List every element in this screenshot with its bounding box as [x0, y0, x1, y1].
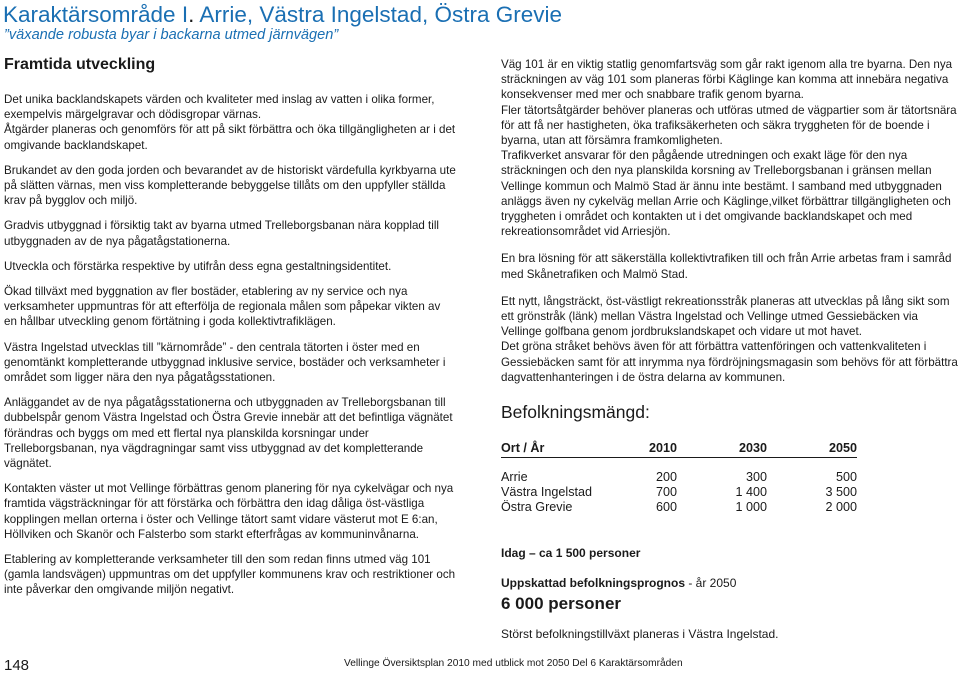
- table-cell: 300: [745, 470, 767, 484]
- paragraph: Fler tätortsåtgärder behöver planeras och utföras utmed de vägpartier som är tätortsnära för att få ner hastigheten, öka trafiksäkerheten och säkra tryggheten för de boende i byarna, utan att försämra framkomligheten.: [501, 103, 957, 148]
- table-cell: Arrie: [501, 470, 528, 484]
- growth-note: Störst befolkningstillväxt planeras i Västra Ingelstad.: [501, 627, 779, 641]
- title-places: Arrie, Västra Ingelstad, Östra Grevie: [194, 2, 562, 27]
- table-header-row: [501, 441, 857, 458]
- table-cell: 1 000: [735, 500, 767, 514]
- paragraph: Västra Ingelstad utvecklas till ”kärnområde” - den centrala tätorten i öster med en genomtänkt kompletterande utbyggnad inklusive service, bostäder och verksamheter i området som ligger nära den nya pågatågsstationen.: [4, 340, 446, 385]
- table-cell: 500: [835, 470, 857, 484]
- table-cell: Västra Ingelstad: [501, 485, 593, 499]
- left-column: [4, 92, 456, 598]
- table-cell: 3 500: [825, 485, 857, 499]
- population-table: [501, 441, 857, 515]
- footer-text: Vellinge Översiktsplan 2010 med utblick mot 2050 Del 6 Karaktärsområden: [344, 658, 683, 669]
- section-heading: Framtida utveckling: [4, 56, 156, 73]
- table-cell: 600: [655, 500, 677, 514]
- table-spacer: [501, 458, 857, 471]
- table-cell: Östra Grevie: [501, 500, 573, 514]
- paragraph: Åtgärder planeras och genomförs för att på sikt förbättra och öka tillgängligheten ar i det omgivande backlandskapet.: [4, 123, 456, 152]
- prognosis-label-text: Uppskattad befolkningsprognos: [501, 576, 686, 590]
- paragraph: Anläggandet av de nya pågatågsstationerna och utbyggnaden av Trelleborgsbanan till dubbelspår genom Västra Ingelstad och Östra Grevie innebär att det befintliga vägnätet förändras och byggs om med ett flertal nya planskilda korsningar under Trelleborgsbanan, nya vägdragningar samt viss utbyggnad av det kompletterande vägnätet.: [4, 396, 453, 471]
- table-row: [501, 485, 857, 500]
- table-cell: 2 000: [825, 500, 857, 514]
- prognosis-year: - år 2050: [685, 576, 737, 590]
- paragraph: Väg 101 är en viktig statlig genomfartsväg som går rakt igenom alla tre byarna. Den nya sträckningen av väg 101 som planeras förbi Käglinge kan komma att innebära negativa konsekvenser med mer och snabbare trafik genom byarna.: [501, 58, 953, 102]
- column-header: 2030: [677, 441, 767, 458]
- column-header: 2010: [621, 441, 677, 458]
- page-number: 148: [4, 657, 30, 674]
- table-row: [501, 470, 857, 485]
- table-cell: 1 400: [735, 485, 767, 499]
- paragraph: Trafikverket ansvarar för den pågående utredningen och exakt läge för den nya sträckningen och den nya planskilda korsning av Trelleborgsbanan i gränsen mellan Vellinge kommun och Malmö Stad är ännu inte bestämt. I samband med utbyggnaden anläggs även ny cykelväg mellan Arrie och Käglinge,vilket förbättrar tillgängligheten och tryggheten i området och kontakten ut i det omgivande backlandskapet och med rekreationsområdet vid Arriesjön.: [501, 149, 951, 239]
- prognosis-label: [501, 576, 736, 590]
- table-row: [501, 500, 857, 515]
- table-cell: 200: [655, 470, 677, 484]
- title-separator: .: [188, 2, 195, 27]
- paragraph: Det unika backlandskapets värden och kvaliteter med inslag av vatten i olika former, exempelvis märgelgravar och dödisgropar värnas.: [4, 93, 435, 122]
- prognosis-value: 6 000 personer: [501, 594, 622, 613]
- page-title: [3, 2, 562, 28]
- paragraph: Utveckla och förstärka respektive by utifrån dess egna gestaltningsidentitet.: [4, 259, 392, 273]
- column-header: 2050: [767, 441, 857, 458]
- population-today: Idag – ca 1 500 personer: [501, 546, 641, 560]
- paragraph: Ett nytt, långsträckt, öst-västligt rekreationsstråk planeras att utvecklas på lång sikt som ett grönstråk (länk) mellan Västra Ingelstad och Vellinge utmed Gessiebäcken via Vellinge golfbana genom jordbrukslandskapet och vidare ut mot havet.: [501, 294, 950, 339]
- paragraph: Det gröna stråket behövs även för att förbättra vattenföringen och vattenkvaliteten i Gessiebäcken samt för att inrymma nya fördröjningsmagasin som behövs för att förbättra dagvattenhanteringen i de östra delarna av kommunen.: [501, 340, 958, 384]
- paragraph: Kontakten väster ut mot Vellinge förbättras genom planering för nya cykelvägar och nya framtida vägsträckningar för att förstärka och förbättra den idag dåliga öst-västliga kopplingen mellan orterna i öster och Vellinge tätort samt vidare västerut mot E 6:an, Höllviken och Skanör och Falsterbo som starkt efterfrågas av kommuninvånarna.: [4, 482, 454, 541]
- right-column: [501, 57, 960, 385]
- table-cell: 700: [655, 485, 677, 499]
- paragraph: En bra lösning för att säkerställa kollektivtrafiken till och från Arrie arbetas fram i samråd med Skånetrafiken och Malmö Stad.: [501, 252, 952, 281]
- population-heading: Befolkningsmängd:: [501, 402, 650, 422]
- paragraph: Etablering av kompletterande verksamheter till den som redan finns utmed väg 101 (gamla landsvägen) uppmuntras om det uppfyller kommunens krav och restriktioner och inte påverkar den omgivande miljön negativt.: [4, 553, 456, 597]
- page-subtitle: ”växande robusta byar i backarna utmed järnvägen”: [4, 27, 339, 43]
- column-header: Ort / År: [501, 441, 621, 458]
- paragraph: Ökad tillväxt med byggnation av fler bostäder, etablering av ny service och nya verksamheter uppmuntras för att efterfölja de regionala målen som påpekar vikten av en hållbar utveckling genom förtätning i goda kollektivtrafiklägen.: [4, 285, 441, 329]
- title-prefix: Karaktärsområde I: [3, 2, 189, 27]
- paragraph: Gradvis utbyggnad i försiktig takt av byarna utmed Trelleborgsbanan nära kopplad till utbyggnaden av de nya pågatågstationerna.: [4, 219, 440, 248]
- paragraph: Brukandet av den goda jorden och bevarandet av de historiskt värdefulla kyrkbyarna ute på slätten värnas, men viss kompletterande bebyggelse tillåts om den uppfyller ställda krav på bygglov och miljö.: [4, 163, 456, 208]
